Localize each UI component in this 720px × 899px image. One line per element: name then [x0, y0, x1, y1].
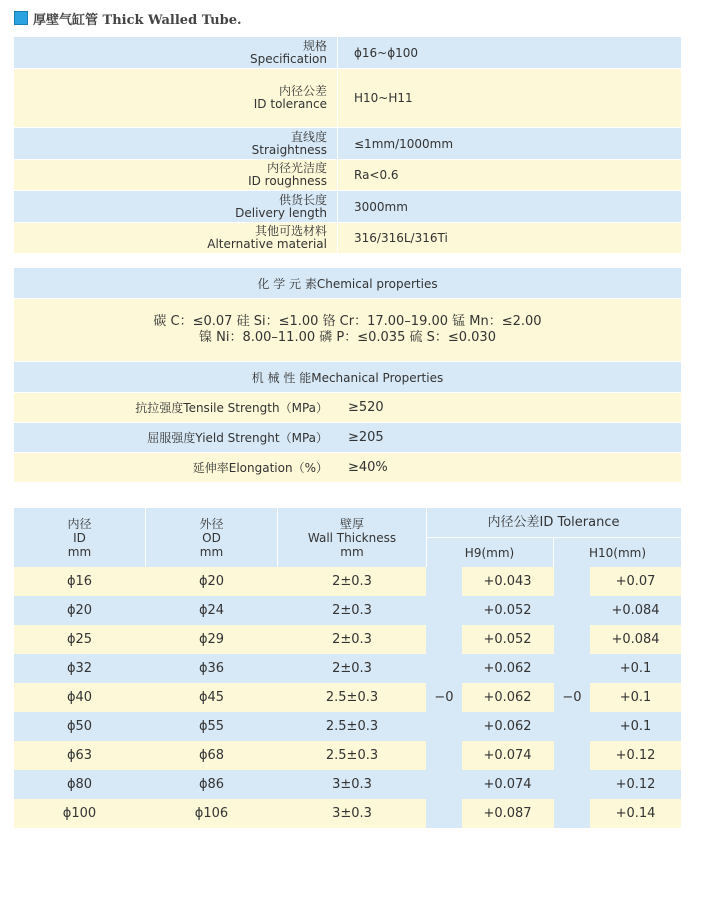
- spec-label-en: ID roughness: [248, 174, 327, 188]
- cell-h10: +0.1: [619, 719, 652, 734]
- cell-h10: +0.14: [615, 806, 656, 821]
- cell-id: ϕ32: [66, 661, 93, 676]
- header-h9: H9(mm): [464, 545, 515, 560]
- cell-od: ϕ106: [194, 806, 229, 821]
- cell-wall: 2.5±0.3: [325, 719, 379, 734]
- cell-id: ϕ20: [66, 603, 93, 618]
- spec-table: [14, 37, 681, 254]
- square-bullet-icon: [14, 11, 28, 25]
- spec-label-zh: 供货长度: [278, 192, 327, 207]
- h10-lower-deviation: −0: [554, 567, 590, 828]
- chemical-header: 化 学 元 素Chemical properties: [14, 268, 681, 299]
- cell-od: ϕ29: [198, 632, 225, 647]
- cell-h9: +0.062: [483, 690, 532, 705]
- spec-label-zh: 直线度: [290, 129, 327, 144]
- mechanical-value: ≥205: [348, 430, 384, 445]
- cell-id: ϕ80: [66, 777, 93, 792]
- cell-h10: +0.12: [615, 777, 656, 792]
- spec-row: [14, 223, 681, 254]
- spec-row: [14, 191, 681, 223]
- cell-wall: 3±0.3: [332, 777, 372, 792]
- header-wall-unit: mm: [340, 544, 364, 559]
- cell-id: ϕ63: [66, 748, 93, 763]
- mechanical-row: [14, 453, 681, 483]
- cell-od: ϕ20: [198, 574, 225, 589]
- header-id-en: ID: [73, 530, 86, 545]
- cell-wall: 2±0.3: [332, 661, 372, 676]
- cell-id: ϕ16: [66, 574, 93, 589]
- chemical-line: 镍 Ni：8.00–11.00 磷 P：≤0.035 硫 S：≤0.030: [199, 330, 496, 345]
- h9-lower-deviation: −0: [426, 567, 462, 828]
- spec-row: [14, 69, 681, 128]
- dimension-table: [14, 508, 681, 828]
- mechanical-label: 抗拉强度Tensile Strength（MPa）: [135, 401, 328, 415]
- header-wall-en: Wall Thickness: [307, 530, 397, 545]
- cell-od: ϕ55: [198, 719, 225, 734]
- spec-row: [14, 160, 681, 191]
- cell-h10: +0.1: [619, 690, 652, 705]
- cell-h9: +0.062: [483, 719, 532, 734]
- cell-od: ϕ24: [198, 603, 225, 618]
- cell-id: ϕ40: [66, 690, 93, 705]
- dimension-header: [14, 508, 681, 567]
- cell-id: ϕ100: [62, 806, 97, 821]
- cell-od: ϕ68: [198, 748, 225, 763]
- header-od-unit: mm: [199, 544, 224, 559]
- header-wall: [278, 508, 426, 567]
- cell-h9: +0.043: [483, 574, 532, 589]
- cell-wall: 2±0.3: [332, 632, 372, 647]
- spec-value: ≤1mm/1000mm: [354, 136, 454, 151]
- spec-row: [14, 128, 681, 160]
- cell-od: ϕ36: [198, 661, 225, 676]
- header-od-zh: 外径: [199, 516, 224, 531]
- spec-label-en: Delivery length: [235, 205, 327, 220]
- mechanical-row: [14, 423, 681, 453]
- spec-row: [14, 37, 681, 69]
- spec-label-en: Alternative material: [207, 237, 327, 251]
- title-text: 厚壁气缸管 Thick Walled Tube.: [33, 12, 242, 28]
- mechanical-row: [14, 393, 681, 423]
- header-od: [146, 508, 277, 567]
- spec-label-zh: 其他可选材料: [254, 224, 327, 238]
- spec-value: H10~H11: [354, 91, 413, 105]
- header-id-zh: 内径: [67, 516, 92, 531]
- chemical-values: [14, 299, 681, 362]
- mechanical-label: 延伸率Elongation（%）: [192, 461, 328, 475]
- cell-wall: 2±0.3: [332, 574, 372, 589]
- mechanical-value: ≥520: [348, 400, 384, 415]
- cell-wall: 3±0.3: [332, 806, 372, 821]
- page-title: [14, 10, 242, 26]
- mechanical-header: 机 械 性 能Mechanical Properties: [14, 362, 681, 393]
- cell-h10: +0.084: [611, 603, 660, 618]
- cell-h9: +0.087: [483, 806, 532, 821]
- spec-label-zh: 内径公差: [278, 84, 327, 98]
- mechanical-label: 屈服强度Yield Strenght（MPa）: [147, 431, 328, 445]
- properties-table: [14, 268, 681, 483]
- cell-od: ϕ86: [198, 777, 225, 792]
- cell-od: ϕ45: [198, 690, 225, 705]
- spec-label-zh: 内径光洁度: [266, 161, 327, 175]
- cell-h9: +0.052: [483, 603, 532, 618]
- cell-h9: +0.074: [483, 777, 532, 792]
- spec-value: ϕ16~ϕ100: [354, 45, 419, 60]
- spec-label-en: Straightness: [251, 142, 327, 157]
- cell-h9: +0.074: [483, 748, 532, 763]
- spec-value: Ra<0.6: [354, 168, 399, 182]
- cell-id: ϕ25: [66, 632, 93, 647]
- cell-h9: +0.052: [483, 632, 532, 647]
- header-wall-zh: 壁厚: [339, 516, 364, 531]
- header-tolerance: 内径公差ID Tolerance: [487, 514, 620, 530]
- chemical-line: 碳 C：≤0.07 硅 Si：≤1.00 铬 Cr：17.00–19.00 锰 Mn：≤2.00: [153, 314, 542, 329]
- spec-value: 316/316L/316Ti: [354, 231, 448, 245]
- spec-label-zh: 规格: [302, 38, 327, 53]
- cell-wall: 2.5±0.3: [325, 690, 379, 705]
- cell-h9: +0.062: [483, 661, 532, 676]
- cell-h10: +0.12: [615, 748, 656, 763]
- spec-label-en: ID tolerance: [253, 97, 327, 111]
- cell-h10: +0.084: [611, 632, 660, 647]
- cell-id: ϕ50: [66, 719, 93, 734]
- header-h10: H10(mm): [588, 545, 647, 560]
- spec-value: 3000mm: [354, 199, 408, 214]
- cell-wall: 2±0.3: [332, 603, 372, 618]
- cell-wall: 2.5±0.3: [325, 748, 379, 763]
- mechanical-value: ≥40%: [348, 460, 388, 475]
- header-id: [14, 508, 145, 567]
- header-id-unit: mm: [67, 544, 92, 559]
- header-od-en: OD: [202, 530, 221, 545]
- spec-label-en: Specification: [249, 51, 327, 66]
- cell-h10: +0.1: [619, 661, 652, 676]
- cell-h10: +0.07: [615, 574, 656, 589]
